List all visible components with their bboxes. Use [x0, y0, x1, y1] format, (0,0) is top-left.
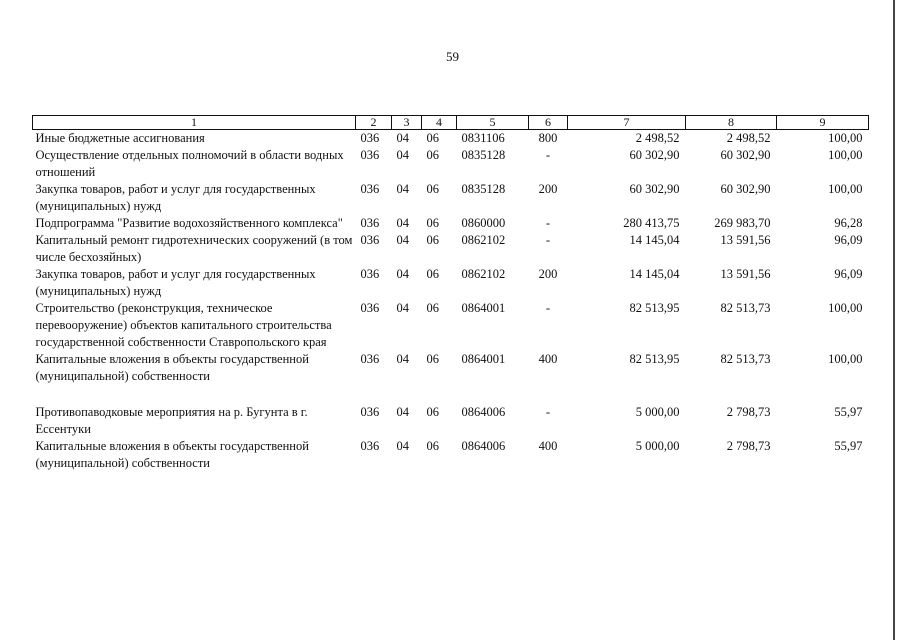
row-name: Закупка товаров, работ и услуг для государственных (муниципальных) нужд: [35, 182, 316, 213]
row-col-7: 14 145,04: [629, 233, 680, 247]
row-col-8: 60 302,90: [720, 182, 771, 196]
row-col-2: 036: [360, 439, 380, 453]
header-cell-8: 8: [686, 116, 777, 130]
row-name: Капитальные вложения в объекты государственной (муниципальной) собственности: [35, 439, 309, 470]
row-col-2: 036: [360, 267, 380, 281]
table-row: [33, 130, 869, 148]
header-row: [33, 116, 869, 130]
page-number: 59: [446, 49, 459, 64]
row-col-7: 5 000,00: [635, 405, 680, 419]
table-row: [33, 404, 869, 438]
row-col-9: 55,97: [834, 405, 863, 419]
row-col-9: 100,00: [828, 352, 863, 366]
row-col-9: 96,09: [834, 233, 863, 247]
row-col-8: 82 513,73: [720, 301, 771, 315]
row-col-3: 04: [396, 405, 409, 419]
row-name: Строительство (реконструкция, техническое перевооружение) объектов капитального строительства государственной собственности Ставропольского края: [35, 301, 332, 349]
row-col-3: 04: [396, 352, 409, 366]
row-col-4: 06: [426, 267, 439, 281]
row-col-4: 06: [426, 233, 439, 247]
row-col-5: 0860000: [461, 216, 506, 230]
row-name: Иные бюджетные ассигнования: [35, 131, 205, 145]
row-col-8: 82 513,73: [720, 352, 771, 366]
row-name: Капитальный ремонт гидротехнических сооружений (в том числе бесхозяйных): [35, 233, 353, 264]
row-col-9: 100,00: [828, 301, 863, 315]
row-col-3: 04: [396, 216, 409, 230]
table-row: [33, 215, 869, 232]
row-col-3: 04: [396, 267, 409, 281]
table-row: [33, 438, 869, 472]
row-col-6: 800: [538, 131, 558, 145]
row-col-7: 280 413,75: [623, 216, 680, 230]
row-col-8: 269 983,70: [714, 216, 771, 230]
row-name: Противопаводковые мероприятия на р. Бугунта в г. Ессентуки: [35, 405, 308, 436]
row-col-4: 06: [426, 405, 439, 419]
blank-row: [33, 385, 869, 404]
row-col-5: 0864006: [461, 405, 506, 419]
row-col-3: 04: [396, 131, 409, 145]
row-col-8: 2 798,73: [726, 405, 771, 419]
row-col-2: 036: [360, 148, 380, 162]
row-col-5: 0864001: [461, 301, 506, 315]
row-col-9: 96,28: [834, 216, 863, 230]
row-col-4: 06: [426, 352, 439, 366]
table-row: [33, 300, 869, 351]
table-row: [33, 351, 869, 385]
row-col-4: 06: [426, 216, 439, 230]
row-col-9: 55,97: [834, 439, 863, 453]
table-row: [33, 147, 869, 181]
row-col-7: 60 302,90: [629, 148, 680, 162]
row-col-7: 5 000,00: [635, 439, 680, 453]
row-col-5: 0864001: [461, 352, 506, 366]
row-col-6: 200: [538, 182, 558, 196]
row-col-5: 0862102: [461, 267, 506, 281]
row-col-8: 2 798,73: [726, 439, 771, 453]
row-col-4: 06: [426, 301, 439, 315]
row-name: Осуществление отдельных полномочий в области водных отношений: [35, 148, 344, 179]
row-col-6: -: [545, 216, 551, 230]
row-col-6: -: [545, 148, 551, 162]
row-col-2: 036: [360, 182, 380, 196]
row-col-8: 60 302,90: [720, 148, 771, 162]
row-col-6: 400: [538, 439, 558, 453]
row-col-2: 036: [360, 301, 380, 315]
row-col-5: 0835128: [461, 182, 506, 196]
budget-table: [32, 115, 869, 472]
header-cell-1: 1: [33, 116, 356, 130]
row-name: Капитальные вложения в объекты государственной (муниципальной) собственности: [35, 352, 309, 383]
row-col-2: 036: [360, 352, 380, 366]
row-col-5: 0862102: [461, 233, 506, 247]
row-col-5: 0864006: [461, 439, 506, 453]
row-col-9: 100,00: [828, 182, 863, 196]
header-cell-4: 4: [422, 116, 457, 130]
row-col-4: 06: [426, 148, 439, 162]
row-col-2: 036: [360, 216, 380, 230]
row-col-8: 13 591,56: [720, 267, 771, 281]
row-col-7: 60 302,90: [629, 182, 680, 196]
row-col-9: 100,00: [828, 131, 863, 145]
row-col-4: 06: [426, 182, 439, 196]
row-col-5: 0831106: [461, 131, 505, 145]
row-name: Подпрограмма "Развитие водохозяйственного комплекса": [35, 216, 343, 230]
column-number-header: [33, 116, 869, 130]
row-name: Закупка товаров, работ и услуг для государственных (муниципальных) нужд: [35, 267, 316, 298]
row-col-7: 2 498,52: [635, 131, 680, 145]
row-col-6: 400: [538, 352, 558, 366]
row-col-7: 82 513,95: [629, 352, 680, 366]
header-cell-9: 9: [777, 116, 869, 130]
row-col-6: -: [545, 233, 551, 247]
row-col-4: 06: [426, 131, 439, 145]
row-col-2: 036: [360, 405, 380, 419]
row-col-3: 04: [396, 182, 409, 196]
row-col-9: 96,09: [834, 267, 863, 281]
row-col-3: 04: [396, 439, 409, 453]
table-row: [33, 181, 869, 215]
table-row: [33, 232, 869, 266]
row-col-8: 2 498,52: [726, 131, 771, 145]
row-col-7: 82 513,95: [629, 301, 680, 315]
row-col-6: -: [545, 301, 551, 315]
blank-cell: [33, 385, 869, 404]
row-col-5: 0835128: [461, 148, 506, 162]
header-cell-5: 5: [457, 116, 529, 130]
row-col-3: 04: [396, 301, 409, 315]
page-edge-rule: [893, 0, 895, 640]
row-col-8: 13 591,56: [720, 233, 771, 247]
table-body: [33, 130, 869, 473]
row-col-4: 06: [426, 439, 439, 453]
row-col-3: 04: [396, 233, 409, 247]
row-col-3: 04: [396, 148, 409, 162]
row-col-7: 14 145,04: [629, 267, 680, 281]
row-col-2: 036: [360, 233, 380, 247]
row-col-6: 200: [538, 267, 558, 281]
row-col-9: 100,00: [828, 148, 863, 162]
row-col-6: -: [545, 405, 551, 419]
header-cell-2: 2: [356, 116, 392, 130]
header-cell-3: 3: [392, 116, 422, 130]
row-col-2: 036: [360, 131, 380, 145]
table-row: [33, 266, 869, 300]
header-cell-6: 6: [529, 116, 568, 130]
header-cell-7: 7: [568, 116, 686, 130]
